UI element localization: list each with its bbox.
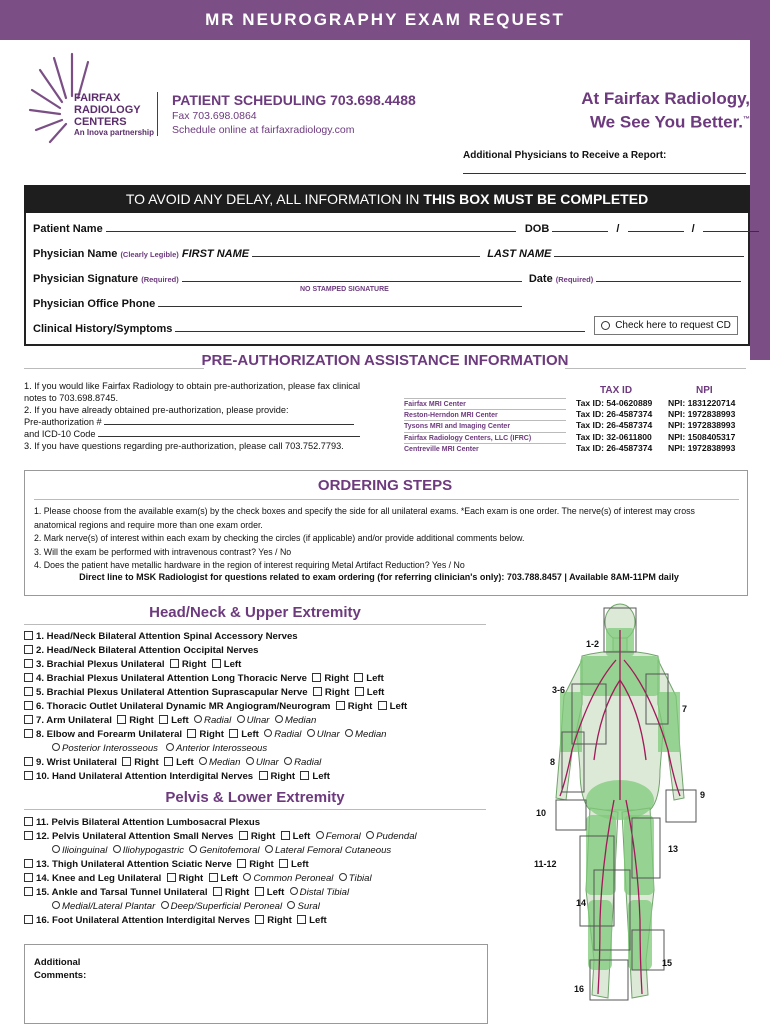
exam-row-7 [24, 714, 316, 728]
logo-line-1: FAIRFAX [74, 92, 121, 104]
exam-checkbox[interactable] [24, 701, 33, 710]
right-label: Right [178, 873, 204, 884]
dob-month-field[interactable] [552, 221, 608, 232]
radial-label: Radial [204, 715, 232, 726]
right-checkbox[interactable] [187, 729, 196, 738]
left-label: Left [241, 729, 259, 740]
tibial-radio[interactable] [339, 873, 347, 881]
right-checkbox[interactable] [239, 831, 248, 840]
pudendal-radio[interactable] [366, 831, 374, 839]
center-name: Fairfax Radiology Centers, LLC (IFRC) [404, 432, 566, 444]
tax-id-value: Tax ID: 26-4587374 [576, 420, 653, 430]
left-label: Left [389, 701, 408, 712]
figure-label: 14 [576, 898, 587, 908]
exam-row-2 [24, 644, 259, 658]
figure-label: 16 [574, 984, 585, 994]
left-label: Left [292, 831, 311, 842]
first-name-field[interactable] [252, 246, 480, 257]
preauth-number-label: Pre-authorization # [24, 417, 105, 427]
icd10-label: and ICD-10 Code [24, 429, 99, 439]
date-field[interactable] [596, 271, 741, 282]
slogan [560, 88, 750, 133]
left-label: Left [223, 659, 242, 670]
exam-label: 10. Hand Unilateral Attention Interdigital Nerves [36, 771, 254, 782]
exam-checkbox[interactable] [24, 859, 33, 868]
ordering-steps-list [34, 505, 739, 573]
right-label: Right [324, 687, 350, 698]
lateral-femoral-cutaneous-radio[interactable] [265, 845, 273, 853]
exam-row-12 [24, 830, 417, 844]
left-checkbox[interactable] [279, 859, 288, 868]
exam-row-11 [24, 816, 260, 830]
left-checkbox[interactable] [255, 887, 264, 896]
exam-checkbox[interactable] [24, 887, 33, 896]
physician-signature-field[interactable] [182, 271, 522, 282]
left-label: Left [220, 873, 239, 884]
exam-label: 3. Brachial Plexus Unilateral [36, 659, 165, 670]
preauth-item: 2. If you have already obtained pre-authorization, please provide: [24, 405, 289, 415]
right-label: Right [224, 887, 250, 898]
first-name-label: FIRST NAME [181, 248, 250, 260]
left-checkbox[interactable] [164, 757, 173, 766]
median-radio[interactable] [199, 757, 207, 765]
ilioinguinal-label: Ilioinguinal [62, 845, 108, 856]
signature-required-note: (Required) [141, 275, 179, 284]
exam-label: 5. Brachial Plexus Unilateral Attention Suprascapular Nerve [36, 687, 308, 698]
right-label: Right [134, 757, 159, 768]
preauth-number-row [24, 416, 384, 428]
radial-label: Radial [274, 729, 302, 740]
exam-checkbox[interactable] [24, 873, 33, 882]
exam-label: 7. Arm Unilateral [36, 715, 112, 726]
exam-row-8-nerves [52, 742, 267, 756]
left-checkbox[interactable] [378, 701, 387, 710]
iliohypogastric-radio[interactable] [113, 845, 121, 853]
head-neck-title: Head/Neck & Upper Extremity [149, 604, 361, 621]
anterior-interosseous-radio[interactable] [166, 743, 174, 751]
lateral-femoral-cutaneous-label: Lateral Femoral Cutaneous [274, 845, 392, 856]
preauth-item: 3. If you have questions regarding pre-authorization, please call 703.752.7793. [24, 441, 344, 451]
exam-label: 11. Pelvis Bilateral Attention Lumbosacral Plexus [36, 817, 261, 828]
anterior-interosseous-label: Anterior Interosseous [175, 743, 268, 754]
exam-checkbox[interactable] [24, 659, 33, 668]
right-checkbox[interactable] [237, 859, 246, 868]
right-checkbox[interactable] [313, 687, 322, 696]
right-label: Right [347, 701, 373, 712]
tax-id-value: Tax ID: 26-4587374 [576, 409, 653, 419]
center-name: Tysons MRI and Imaging Center [404, 420, 566, 432]
exam-row-4 [24, 672, 384, 686]
msk-direct-line: Direct line to MSK Radiologist for questions related to exam ordering (for referring clinician's only): 703.788.8457 | Available 8AM-11PM daily [79, 572, 679, 582]
figure-label: 8 [550, 757, 556, 767]
exam-checkbox[interactable] [24, 631, 33, 640]
pelvis-title: Pelvis & Lower Extremity [165, 789, 345, 806]
required-box-heading [24, 185, 750, 213]
right-label: Right [249, 859, 274, 870]
right-label: Right [267, 915, 292, 926]
figure-label: 7 [682, 704, 688, 714]
exam-label: 4. Brachial Plexus Unilateral Attention Long Thoracic Nerve [36, 673, 308, 684]
left-checkbox[interactable] [354, 673, 363, 682]
exam-row-15 [24, 886, 349, 900]
cd-radio-icon [601, 321, 610, 330]
femoral-radio[interactable] [316, 831, 324, 839]
right-checkbox[interactable] [170, 659, 179, 668]
side-strip [750, 40, 770, 360]
slogan-line-1: At Fairfax Radiology, [581, 89, 750, 108]
patient-name-row [33, 221, 759, 235]
npi-value: NPI: 1972838993 [668, 420, 736, 430]
right-checkbox[interactable] [312, 673, 321, 682]
exam-row-16 [24, 914, 327, 928]
exam-label: 15. Ankle and Tarsal Tunnel Unilateral [36, 887, 208, 898]
date-required-note: (Required) [555, 275, 594, 284]
tax-id-header: TAX ID [600, 385, 633, 396]
figure-label: 15 [662, 958, 673, 968]
request-cd-label: Check here to request CD [615, 320, 731, 331]
dob-day-field[interactable] [628, 221, 684, 232]
logo-line-2: RADIOLOGY [74, 104, 141, 116]
clinical-history-label: Clinical History/Symptoms [33, 323, 173, 335]
right-label: Right [199, 729, 224, 740]
genitofemoral-radio[interactable] [189, 845, 197, 853]
patient-name-field[interactable] [106, 221, 516, 232]
ordering-step: 4. Does the patient have metallic hardware in the region of interest requiring Metal Artifact Reduction? Yes / No [34, 560, 465, 570]
right-checkbox[interactable] [259, 771, 268, 780]
additional-comments-field[interactable] [24, 944, 488, 1024]
right-checkbox[interactable] [167, 873, 176, 882]
slogan-line-2-text: We See You Better. [589, 112, 743, 132]
clinical-history-field[interactable] [175, 321, 585, 332]
exam-row-5 [24, 686, 384, 700]
ulnar-radio[interactable] [246, 757, 254, 765]
preauth-item: notes to 703.698.8745. [24, 393, 118, 403]
center-name: Reston-Herndon MRI Center [404, 409, 566, 421]
dob-slash-1: / [616, 223, 620, 235]
exam-label: 12. Pelvis Unilateral Attention Small Nerves [36, 831, 234, 842]
left-checkbox[interactable] [209, 873, 218, 882]
distal-tibial-label: Distal Tibial [299, 887, 350, 898]
exam-checkbox[interactable] [24, 715, 33, 724]
exam-row-3 [24, 658, 241, 672]
left-checkbox[interactable] [355, 687, 364, 696]
iliohypogastric-label: Iliohypogastric [122, 845, 185, 856]
ulnar-label: Ulnar [246, 715, 270, 726]
figure-label: 10 [536, 808, 547, 818]
exam-label: 1. Head/Neck Bilateral Attention Spinal Accessory Nerves [36, 631, 298, 642]
exam-label: 13. Thigh Unilateral Attention Sciatic Nerve [36, 859, 232, 870]
distal-tibial-radio[interactable] [290, 887, 298, 895]
office-phone-field[interactable] [158, 296, 522, 307]
logo-line-3: CENTERS [74, 116, 127, 128]
femoral-label: Femoral [325, 831, 361, 842]
exam-row-10 [24, 770, 330, 784]
dob-label: DOB [524, 223, 550, 235]
icd10-field[interactable] [98, 428, 360, 437]
logo-wordmark [74, 92, 141, 128]
additional-physicians-label: Additional Physicians to Receive a Report: [463, 150, 667, 161]
clearly-legible-note: (Clearly Legible) [120, 250, 179, 259]
ulnar-label: Ulnar [316, 729, 340, 740]
medial-lateral-plantar-radio[interactable] [52, 901, 60, 909]
page-title: MR NEUROGRAPHY EXAM REQUEST [205, 10, 565, 29]
exam-label: 2. Head/Neck Bilateral Attention Occipital Nerves [36, 645, 259, 656]
right-checkbox[interactable] [122, 757, 131, 766]
preauth-instructions [24, 380, 384, 452]
figure-label: 9 [700, 790, 706, 800]
divider [34, 499, 739, 500]
left-label: Left [366, 687, 385, 698]
genitofemoral-label: Genitofemoral [199, 845, 260, 856]
npi-value: NPI: 1831220714 [668, 398, 736, 408]
physician-name-row [33, 246, 744, 260]
figure-label: 1-2 [586, 639, 600, 649]
right-checkbox[interactable] [117, 715, 126, 724]
median-label: Median [284, 715, 317, 726]
scheduling-phone: PATIENT SCHEDULING 703.698.4488 [172, 92, 416, 108]
divider [24, 624, 486, 625]
left-label: Left [266, 887, 285, 898]
npi-value: NPI: 1972838993 [668, 443, 736, 453]
npi-value: NPI: 1972838993 [668, 409, 736, 419]
preauth-title: PRE-AUTHORIZATION ASSISTANCE INFORMATION [201, 352, 569, 369]
exam-row-15-nerves [52, 900, 320, 914]
exam-label: 8. Elbow and Forearm Unilateral [36, 729, 183, 740]
deep-superficial-peroneal-radio[interactable] [161, 901, 169, 909]
figure-label: 13 [668, 844, 679, 854]
exam-row-12-nerves [52, 844, 391, 858]
left-label: Left [309, 915, 327, 926]
ordering-step: anatomical regions and require more than one exam order. [34, 519, 263, 530]
ordering-step: 2. Mark nerve(s) of interest within each exam by checking the circles (if applicable) and/or provide additional comments below. [34, 533, 525, 543]
ilioinguinal-radio[interactable] [52, 845, 60, 853]
dob-slash-2: / [691, 223, 695, 235]
exam-checkbox[interactable] [24, 771, 33, 780]
additional-physicians-field[interactable] [463, 173, 746, 174]
tax-id-value: Tax ID: 26-4587374 [576, 443, 653, 453]
tax-id-value: Tax ID: 32-0611800 [576, 432, 652, 442]
additional-comments-label [34, 956, 86, 982]
exam-row-8 [24, 728, 387, 742]
left-checkbox[interactable] [159, 715, 168, 724]
npi-header: NPI [696, 385, 713, 396]
right-checkbox[interactable] [213, 887, 222, 896]
slogan-line-2 [560, 109, 750, 133]
left-checkbox[interactable] [281, 831, 290, 840]
last-name-field[interactable] [554, 246, 744, 257]
pudendal-label: Pudendal [376, 831, 417, 842]
exam-checkbox[interactable] [24, 729, 33, 738]
exam-checkbox[interactable] [24, 831, 33, 840]
posterior-interosseous-radio[interactable] [52, 743, 60, 751]
exam-checkbox[interactable] [24, 673, 33, 682]
median-label: Median [209, 757, 241, 768]
exam-checkbox[interactable] [24, 757, 33, 766]
physician-name-label: Physician Name [33, 248, 118, 260]
common-peroneal-radio[interactable] [243, 873, 251, 881]
exam-label: 14. Knee and Leg Unilateral [36, 873, 162, 884]
right-checkbox[interactable] [255, 915, 264, 924]
comments-label-line-2: Comments: [34, 970, 87, 981]
schedule-online-text: Schedule online at fairfaxradiology.com [172, 124, 355, 136]
physician-signature-row [33, 271, 741, 285]
office-phone-row [33, 296, 522, 310]
ulnar-label: Ulnar [255, 757, 279, 768]
heading-pre: TO AVOID ANY DELAY, ALL INFORMATION IN [125, 191, 420, 207]
exam-label: 16. Foot Unilateral Attention Interdigital Nerves [36, 915, 250, 926]
left-label: Left [312, 771, 330, 782]
exam-row-6 [24, 700, 407, 714]
right-checkbox[interactable] [336, 701, 345, 710]
exam-checkbox[interactable] [24, 645, 33, 654]
radial-label: Radial [294, 757, 322, 768]
tax-id-value: Tax ID: 54-0620889 [576, 398, 653, 408]
exam-checkbox[interactable] [24, 915, 33, 924]
exam-row-14 [24, 872, 372, 886]
logo-divider [157, 92, 158, 136]
left-label: Left [171, 715, 189, 726]
comments-label-line-1: Additional [34, 957, 81, 968]
left-label: Left [366, 673, 384, 684]
exam-row-1 [24, 630, 298, 644]
common-peroneal-label: Common Peroneal [253, 873, 334, 884]
exam-label: 6. Thoracic Outlet Unilateral Dynamic MR Angiogram/Neurogram [36, 701, 331, 712]
logo-tagline: An Inova partnership [74, 128, 155, 137]
preauth-number-field[interactable] [104, 416, 354, 425]
sural-radio[interactable] [287, 901, 295, 909]
patient-name-label: Patient Name [33, 223, 103, 235]
radial-radio[interactable] [264, 729, 272, 737]
left-checkbox[interactable] [212, 659, 221, 668]
exam-row-9 [24, 756, 321, 770]
medial-lateral-plantar-label: Medial/Lateral Plantar [62, 901, 156, 912]
exam-checkbox[interactable] [24, 687, 33, 696]
left-checkbox[interactable] [229, 729, 238, 738]
exam-label: 9. Wrist Unilateral [36, 757, 117, 768]
right-label: Right [324, 673, 349, 684]
right-label: Right [250, 831, 276, 842]
divider [24, 809, 486, 810]
right-label: Right [129, 715, 154, 726]
left-checkbox[interactable] [297, 915, 306, 924]
physician-signature-label: Physician Signature [33, 273, 139, 285]
right-label: Right [270, 771, 296, 782]
page-header [0, 0, 770, 40]
ulnar-radio[interactable] [237, 715, 245, 723]
heading-bold: THIS BOX MUST BE COMPLETED [423, 191, 649, 207]
office-phone-label: Physician Office Phone [33, 298, 156, 310]
exam-row-13 [24, 858, 309, 872]
median-radio[interactable] [275, 715, 283, 723]
posterior-interosseous-label: Posterior Interosseous [62, 743, 158, 754]
left-label: Left [176, 757, 194, 768]
nerve-body-figure [490, 600, 750, 1010]
region-box-10 [556, 800, 586, 830]
dob-year-field[interactable] [703, 221, 759, 232]
ordering-step: 3. Will the exam be performed with intravenous contrast? Yes / No [34, 546, 292, 557]
date-label: Date [528, 273, 553, 285]
last-name-label: LAST NAME [487, 248, 552, 260]
left-checkbox[interactable] [300, 771, 309, 780]
figure-label: 3-6 [552, 685, 566, 695]
exam-checkbox[interactable] [24, 817, 33, 826]
figure-label: 11-12 [534, 859, 557, 869]
center-name: Fairfax MRI Center [404, 398, 566, 410]
request-cd-checkbox[interactable] [594, 316, 738, 335]
ulnar-radio[interactable] [307, 729, 315, 737]
ordering-steps-title: ORDERING STEPS [317, 477, 453, 494]
preauth-item: 1. If you would like Fairfax Radiology to obtain pre-authorization, please fax clinical [24, 381, 361, 391]
radial-radio[interactable] [194, 715, 202, 723]
right-label: Right [181, 659, 207, 670]
sural-label: Sural [297, 901, 320, 912]
radial-radio[interactable] [284, 757, 292, 765]
ordering-step: 1. Please choose from the available exam(s) by the check boxes and specify the side for all unilateral exams. *Each exam is one order. The nerve(s) of interest may cross [34, 506, 695, 516]
trademark-symbol: ™ [743, 116, 750, 123]
left-label: Left [291, 859, 309, 870]
icd10-row [24, 428, 384, 440]
no-stamped-signature-note: NO STAMPED SIGNATURE [300, 286, 389, 293]
median-label: Median [355, 729, 387, 740]
median-radio[interactable] [345, 729, 353, 737]
deep-superficial-peroneal-label: Deep/Superficial Peroneal [170, 901, 283, 912]
tibial-label: Tibial [348, 873, 372, 884]
fax-number: Fax 703.698.0864 [172, 110, 257, 122]
npi-value: NPI: 1508405317 [668, 432, 736, 442]
clinical-history-row [33, 321, 585, 335]
center-name: Centreville MRI Center [404, 443, 566, 455]
